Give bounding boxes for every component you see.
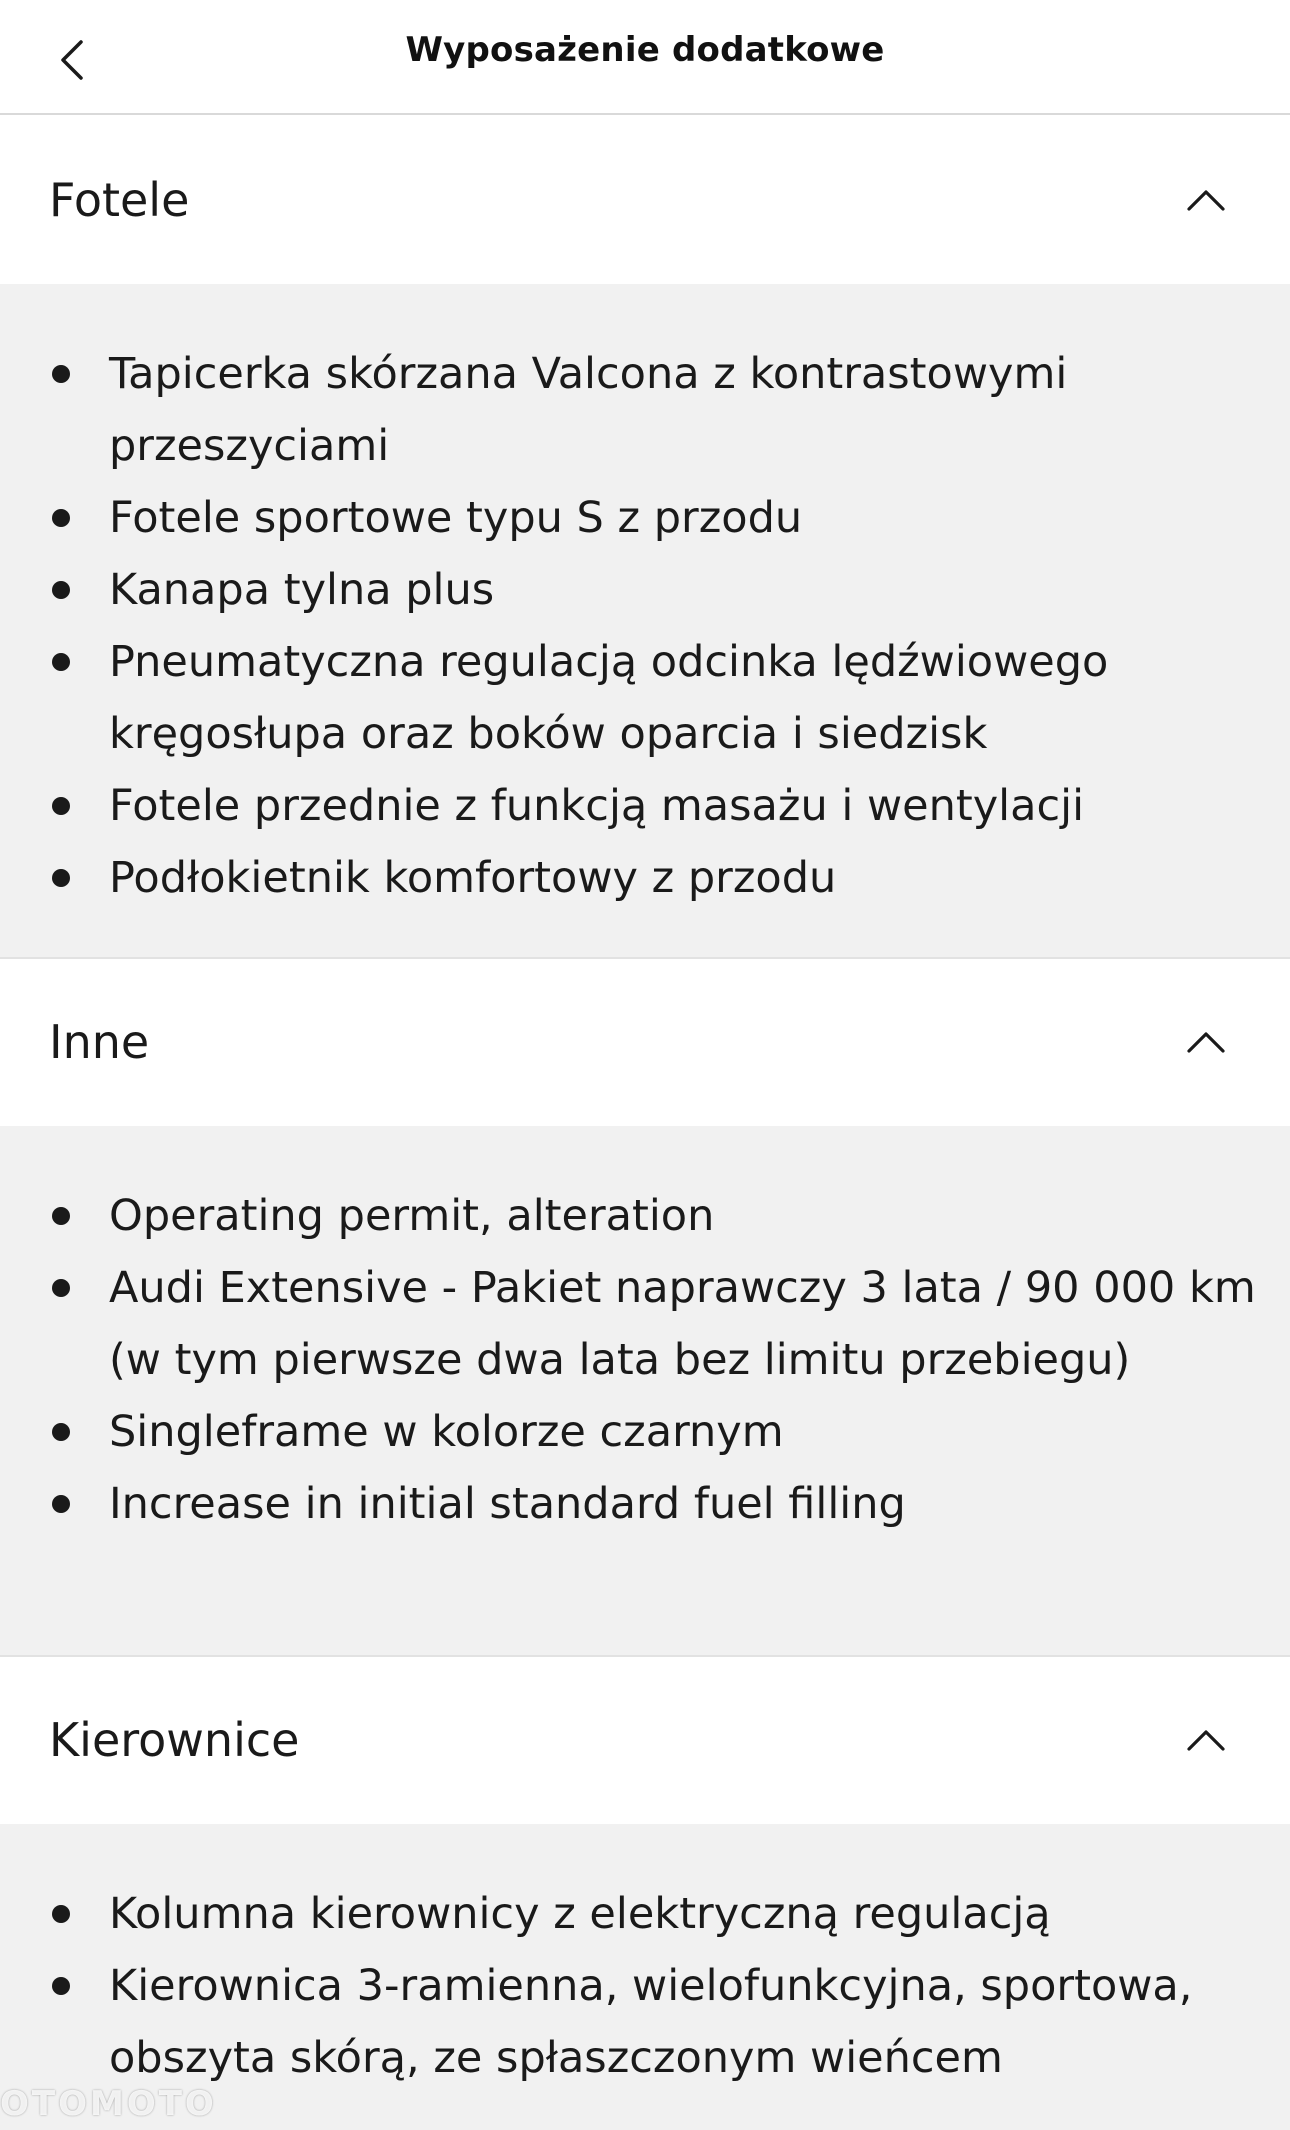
section-header-fotele[interactable] (0, 117, 1290, 283)
section-body-fotele (0, 284, 1290, 957)
bullet (52, 1423, 70, 1441)
bullet (52, 1977, 70, 1995)
list-item: Fotele sportowe typu S z przodu (109, 482, 1259, 554)
list-item: Kanapa tylna plus (109, 554, 1259, 626)
bullet (52, 1905, 70, 1923)
section-title: Inne (49, 1015, 150, 1069)
section-header-kierownice[interactable] (0, 1657, 1290, 1823)
list-item: Increase in initial standard fuel filling (109, 1468, 1259, 1540)
top-bar (0, 0, 1290, 115)
list-item: Kierownica 3-ramienna, wielofunkcyjna, sportowa, obszyta skórą, ze spłaszczonym wieńcem (109, 1950, 1259, 2094)
chevron-up-icon[interactable] (1182, 1716, 1230, 1764)
list-item: Kolumna kierownicy z elektryczną regulacją (109, 1878, 1259, 1950)
section-title: Kierownice (49, 1713, 300, 1767)
bullet (52, 509, 70, 527)
feature-list (0, 1180, 1290, 1540)
list-item: Singleframe w kolorze czarnym (109, 1396, 1259, 1468)
bullet (52, 1495, 70, 1513)
page-title: Wyposażenie dodatkowe (405, 30, 885, 70)
section-body-inne (0, 1126, 1290, 1655)
bullet (52, 365, 70, 383)
bullet (52, 1207, 70, 1225)
section-header-inne[interactable] (0, 959, 1290, 1125)
bullet (52, 1279, 70, 1297)
bullet (52, 869, 70, 887)
list-item: Fotele przednie z funkcją masażu i wentylacji (109, 770, 1259, 842)
list-item: Operating permit, alteration (109, 1180, 1259, 1252)
list-item: Pneumatyczna regulacją odcinka lędźwiowego kręgosłupa oraz boków oparcia i siedzisk (109, 626, 1259, 770)
bullet (52, 797, 70, 815)
chevron-up-icon[interactable] (1182, 176, 1230, 224)
feature-list (0, 338, 1290, 914)
bullet (52, 653, 70, 671)
list-item: Tapicerka skórzana Valcona z kontrastowymi przeszyciami (109, 338, 1259, 482)
list-item: Audi Extensive - Pakiet naprawczy 3 lata / 90 000 km (w tym pierwsze dwa lata bez limitu przebiegu) (109, 1252, 1259, 1396)
feature-list (0, 1878, 1290, 2094)
section-title: Fotele (49, 173, 190, 227)
chevron-up-icon[interactable] (1182, 1018, 1230, 1066)
bullet (52, 581, 70, 599)
watermark-logo: OTOMOTO (0, 2084, 217, 2124)
list-item: Podłokietnik komfortowy z przodu (109, 842, 1259, 914)
